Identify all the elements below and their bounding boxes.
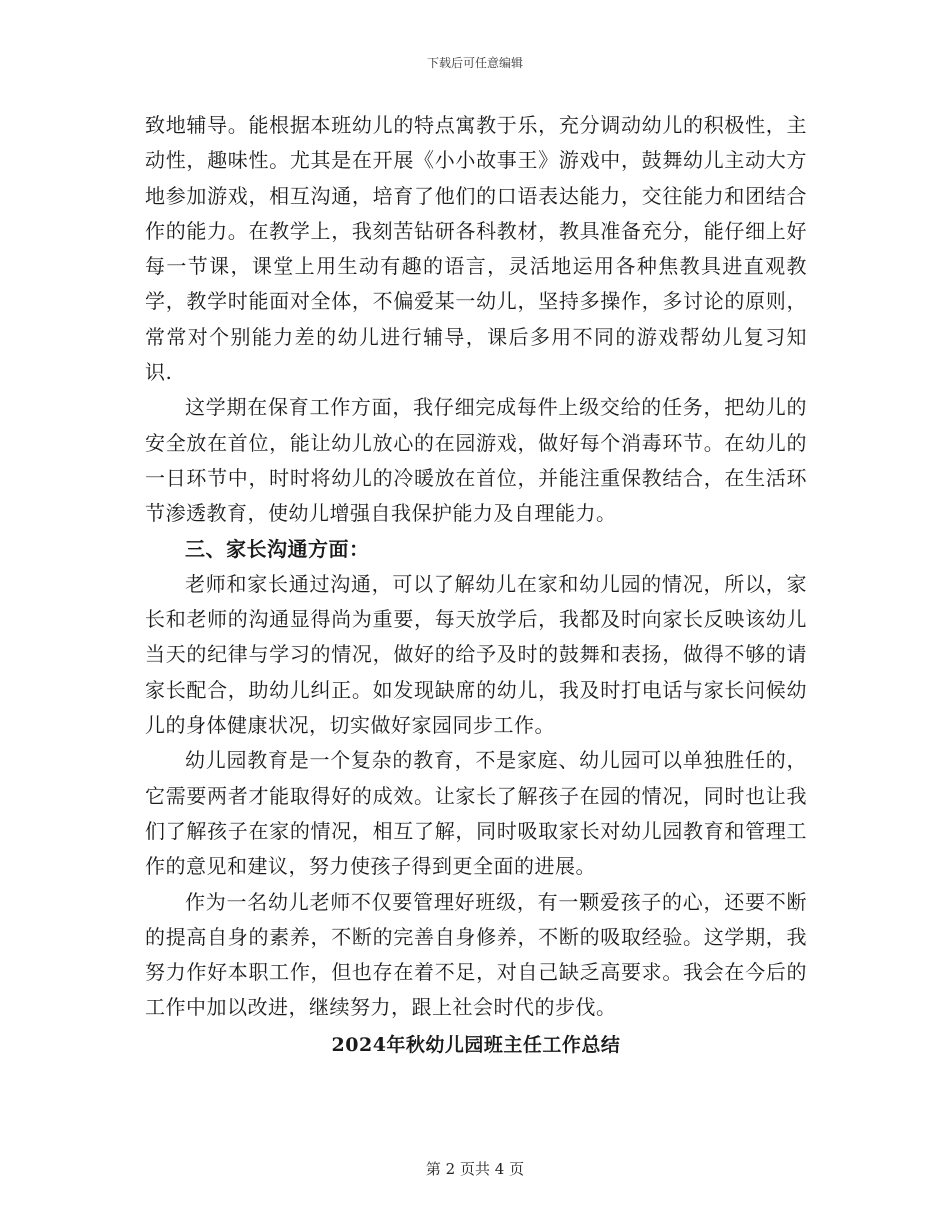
section-heading-parent-communication: 三、家长沟通方面：	[185, 536, 370, 561]
paragraph-continuation: 致地辅导。能根据本班幼儿的特点寓教于乐，充分调动幼儿的积极性，主动性，趣味性。尤其是在开展《小小故事王》游戏中，鼓舞幼儿主动大方地参加游戏，相互沟通，培育了他们的口语表达能力，交往能力和团结合作的能力。在教学上，我刻苦钻研各科教材，教具准备充分，能仔细上好每一节课，课堂上用生动有趣的语言，灵活地运用各种焦教具进直观教学，教学时能面对全体，不偏爱某一幼儿，坚持多操作，多讨论的原则，常常对个别能力差的幼儿进行辅导，课后多用不同的游戏帮幼儿复习知识.	[145, 113, 807, 385]
document-body	[145, 108, 807, 1063]
page-footer: 第 2 页共 4 页	[425, 1160, 525, 1178]
page-header: 下载后可任意编辑	[426, 56, 523, 70]
paragraph-kindergarten-education: 幼儿园教育是一个复杂的教育，不是家庭、幼儿园可以单独胜任的，它需要两者才能取得好的成效。让家长了解孩子在园的情况，同时也让我们了解孩子在家的情况，相互了解，同时吸取家长对幼儿园教育和管理工作的意见和建议，努力使孩子得到更全面的进展。	[145, 748, 807, 879]
paragraph-childcare: 这学期在保育工作方面，我仔细完成每件上级交给的任务，把幼儿的安全放在首位，能让幼儿放心的在园游戏，做好每个消毒环节。在幼儿的一日环节中，时时将幼儿的冷暖放在首位，并能注重保教结合，在生活环节渗透教育，使幼儿增强自我保护能力及自理能力。	[145, 395, 807, 526]
paragraph-conclusion: 作为一名幼儿老师不仅要管理好班级，有一颗爱孩子的心，还要不断的提高自身的素养，不断的完善自身修养，不断的吸取经验。这学期，我努力作好本职工作，但也存在着不足，对自己缺乏高要求。我会在今后的工作中加以改进，继续努力，跟上社会时代的步伐。	[145, 889, 807, 1020]
next-document-title: 2024年秋幼儿园班主任工作总结	[331, 1033, 621, 1056]
paragraph-parent-communication: 老师和家长通过沟通，可以了解幼儿在家和幼儿园的情况，所以，家长和老师的沟通显得尚为重要，每天放学后，我都及时向家长反映该幼儿当天的纪律与学习的情况，做好的给予及时的鼓舞和表扬，做得不够的请家长配合，助幼儿纠正。如发现缺席的幼儿，我及时打电话与家长问候幼儿的身体健康状况，切实做好家园同步工作。	[145, 571, 807, 738]
